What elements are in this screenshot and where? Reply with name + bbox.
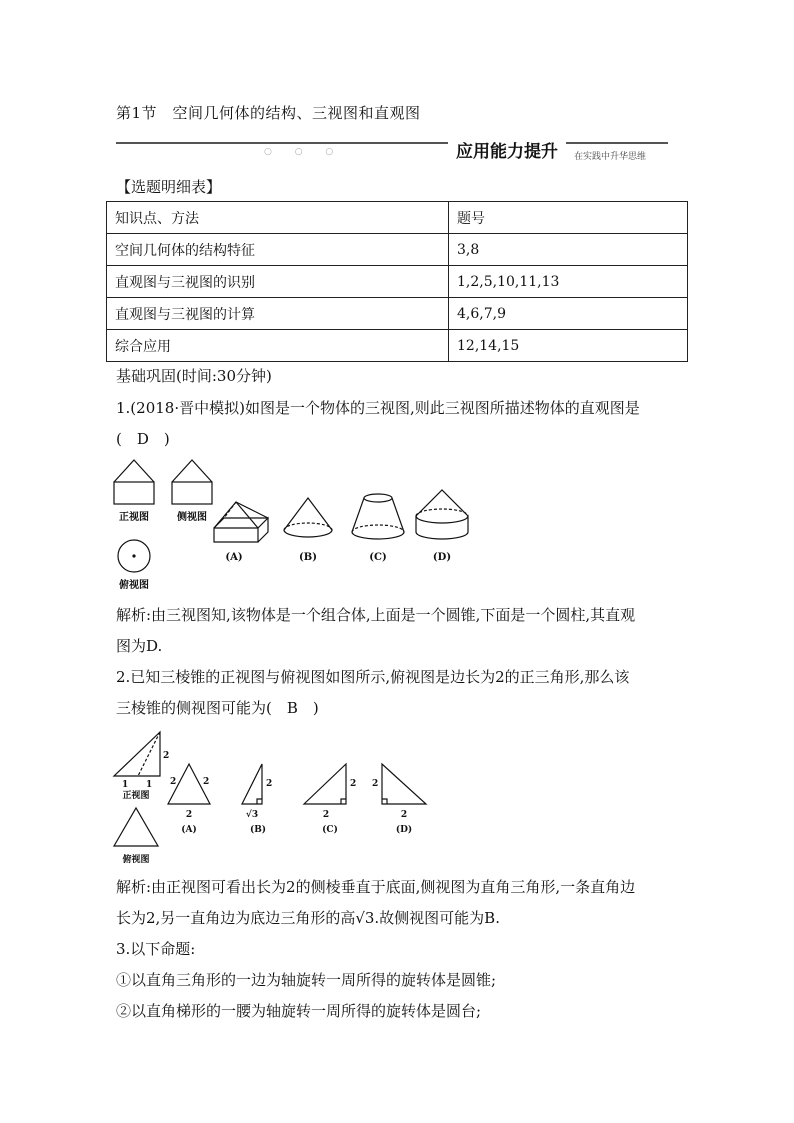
q2-label-d: (D) [395, 825, 413, 835]
q1-top-view-dot [132, 554, 135, 557]
q2-label-front: 正视图 [122, 791, 150, 801]
q2-d-base: 2 [400, 810, 408, 820]
q2-front-view-triangle [114, 732, 160, 776]
q2-d-height: 2 [372, 779, 379, 789]
q1-option-a-pyramid [214, 502, 258, 528]
page-title: 第1节 空间几何体的结构、三视图和直观图 [116, 104, 421, 122]
q3-item-1: ①以直角三角形的一边为轴旋转一周所得的旋转体是圆锥; [116, 971, 497, 989]
q1-text-line1: 1.(2018·晋中模拟)如图是一个物体的三视图,则此三视图所描述物体的直观图是 [116, 399, 640, 417]
table-cell: 12,14,15 [449, 330, 688, 362]
q1-front-view-cylinder [114, 482, 154, 504]
q1-option-a-box [214, 528, 258, 542]
table-cell: 直观图与三视图的识别 [107, 266, 449, 298]
q2-c-base: 2 [322, 810, 330, 820]
q2-label-c: (C) [322, 825, 338, 835]
q1-label-side: 侧视图 [177, 512, 207, 523]
q1-option-c-base [352, 532, 404, 539]
banner-rule [116, 142, 668, 144]
q1-option-d-mid-hidden [416, 509, 468, 516]
table-cell: 综合应用 [107, 330, 449, 362]
q1-analysis-line1: 解析:由三视图知,该物体是一个组合体,上面是一个圆锥,下面是一个圆柱,其直观 [116, 606, 636, 624]
q2-c-height: 2 [350, 779, 357, 789]
section-label: 基础巩固(时间:30分钟) [116, 367, 272, 385]
q2-top-view-triangle [114, 808, 158, 846]
banner-subtitle: 在实践中升华思维 [574, 152, 647, 162]
banner-dots: ○ ○ ○ [264, 147, 344, 157]
q2-option-d-right-angle [382, 799, 387, 804]
q2-front-view-hidden-edge [138, 732, 160, 776]
q1-label-a: (A) [225, 552, 243, 563]
table-header-cell: 题号 [449, 202, 688, 234]
q1-side-view-cylinder [172, 482, 212, 504]
q1-option-b-base [284, 530, 332, 537]
q2-option-b-right-angle [257, 799, 262, 804]
q1-label-front: 正视图 [119, 512, 149, 523]
q2-b-height: 2 [266, 779, 273, 789]
q3-item-2: ②以直角梯形的一腰为轴旋转一周所得的旋转体是圆台; [116, 1002, 482, 1020]
q2-figure [108, 724, 448, 870]
table-cell: 空间几何体的结构特征 [107, 234, 449, 266]
q1-label-d: (D) [432, 552, 452, 563]
q1-option-a-edge [236, 502, 268, 518]
table-header-cell: 知识点、方法 [107, 202, 449, 234]
section-banner [116, 132, 668, 164]
q2-option-c-right-angle [341, 799, 346, 804]
table-cell: 直观图与三视图的计算 [107, 298, 449, 330]
q1-option-d-mid [416, 516, 468, 523]
topic-table [106, 201, 688, 362]
table-cell: 3,8 [449, 234, 688, 266]
q1-label-b: (B) [299, 552, 317, 563]
q2-text-line1: 2.已知三棱锥的正视图与俯视图如图所示,俯视图是边长为2的正三角形,那么该 [116, 668, 630, 686]
q2-analysis-line1: 解析:由正视图可看出长为2的侧棱垂直于底面,侧视图为直角三角形,一条直角边 [116, 878, 636, 896]
q2-front-base-left: 1 [122, 780, 129, 790]
q1-option-a-side [258, 518, 268, 542]
q1-analysis-line2: 图为D. [116, 637, 163, 655]
q2-label-b: (B) [249, 825, 267, 835]
q2-a-right: 2 [203, 777, 210, 787]
q1-option-a-hidden-edge [224, 502, 236, 518]
q2-analysis-line2: 长为2,另一直角边为底边三角形的高√3.故侧视图可能为B. [116, 909, 500, 927]
q1-text-line2: ( D ) [116, 430, 170, 448]
q1-option-d-cone [416, 490, 468, 516]
table-header-row [107, 202, 688, 234]
q1-label-c: (C) [369, 552, 387, 563]
q2-label-a: (A) [181, 825, 197, 835]
q1-label-top: 俯视图 [119, 580, 149, 591]
q2-front-height: 2 [163, 751, 170, 761]
q1-front-view-cone [114, 460, 154, 482]
q1-option-d-base [416, 532, 468, 539]
q3-intro: 3.以下命题: [116, 940, 196, 958]
q1-option-c-base-hidden [352, 525, 404, 532]
table-cell: 4,6,7,9 [449, 298, 688, 330]
table-row [107, 330, 688, 362]
q2-label-top: 俯视图 [122, 855, 150, 865]
table-cell: 1,2,5,10,11,13 [449, 266, 688, 298]
q2-text-line2: 三棱锥的侧视图可能为( B ) [116, 699, 319, 717]
table-row [107, 298, 688, 330]
banner-title: 应用能力提升 [448, 137, 566, 162]
q2-a-base: 2 [185, 810, 193, 820]
q1-option-b-base-hidden [284, 523, 332, 530]
q2-option-d-triangle [382, 764, 426, 804]
table-row [107, 266, 688, 298]
q1-side-view-cone [172, 460, 212, 482]
table-row [107, 234, 688, 266]
q2-front-base-right: 1 [146, 780, 153, 790]
q1-option-c-top [364, 494, 392, 502]
q2-option-c-triangle [304, 764, 346, 804]
q2-b-base: √3 [245, 810, 259, 820]
table-heading: 【选题明细表】 [116, 178, 222, 196]
q2-a-left: 2 [170, 777, 177, 787]
q1-option-b-cone [284, 498, 332, 530]
q2-option-b-triangle [242, 764, 262, 804]
q1-figure [108, 456, 488, 596]
